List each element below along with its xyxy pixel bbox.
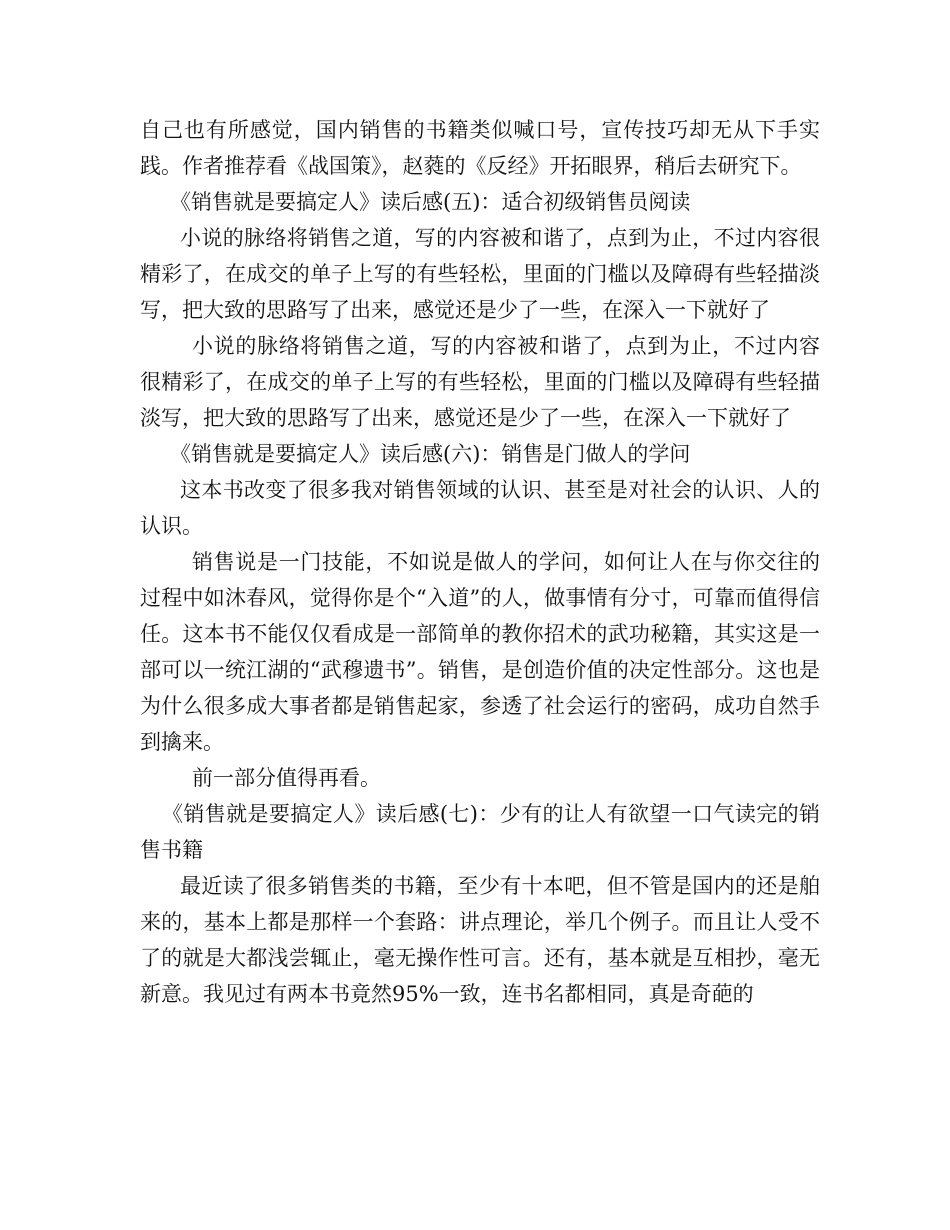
section-heading-6: 《销售就是要搞定人》读后感(六)：销售是门做人的学问 [170, 442, 691, 466]
paragraph-review-5a: 小说的脉络将销售之道，写的内容被和谐了，点到为止，不过内容很精彩了，在成交的单子上写的有些轻松，里面的门槛以及障碍有些轻描淡写，把大致的思路写了出来，感觉还是少了一些，在深入一下就好了 [140, 226, 820, 322]
paragraph-review-7a: 最近读了很多销售类的书籍，至少有十本吧，但不管是国内的还是舶来的，基本上都是那样一个套路：讲点理论，举几个例子。而且让人受不了的就是大都浅尝辄止，毫无操作性可言。还有，基本就是互相抄，毫无新意。我见过有两本书竟然95%一致，连书名都相同，真是奇葩的 [140, 874, 820, 1006]
section-heading-5: 《销售就是要搞定人》读后感(五)：适合初级销售员阅读 [170, 190, 691, 214]
paragraph-review-6a: 这本书改变了很多我对销售领域的认识、甚至是对社会的认识、人的认识。 [140, 478, 820, 538]
paragraph-review-5b: 小说的脉络将销售之道，写的内容被和谐了，点到为止，不过内容很精彩了，在成交的单子上写的有些轻松，里面的门槛以及障碍有些轻描淡写，把大致的思路写了出来，感觉还是少了一些，在深入一下就好了 [140, 334, 820, 430]
section-heading-7: 《销售就是要搞定人》读后感(七)：少有的让人有欲望一口气读完的销售书籍 [140, 802, 820, 862]
paragraph-review-6b: 销售说是一门技能，不如说是做人的学问，如何让人在与你交往的过程中如沐春风，觉得你是个“入道”的人，做事情有分寸，可靠而值得信任。这本书不能仅仅看成是一部简单的教你招术的武功秘籍，其实这是一部可以一统江湖的“武穆遗书”。销售，是创造价值的决定性部分。这也是为什么很多成大事者都是销售起家，参透了社会运行的密码，成功自然手到擒来。 [140, 550, 820, 754]
paragraph-review-6c: 前一部分值得再看。 [192, 766, 381, 790]
document-body [140, 112, 820, 1012]
paragraph-1: 自己也有所感觉，国内销售的书籍类似喊口号，宣传技巧却无从下手实践。作者推荐看《战国策》，赵蕤的《反经》开拓眼界，稍后去研究下。 [140, 118, 820, 178]
